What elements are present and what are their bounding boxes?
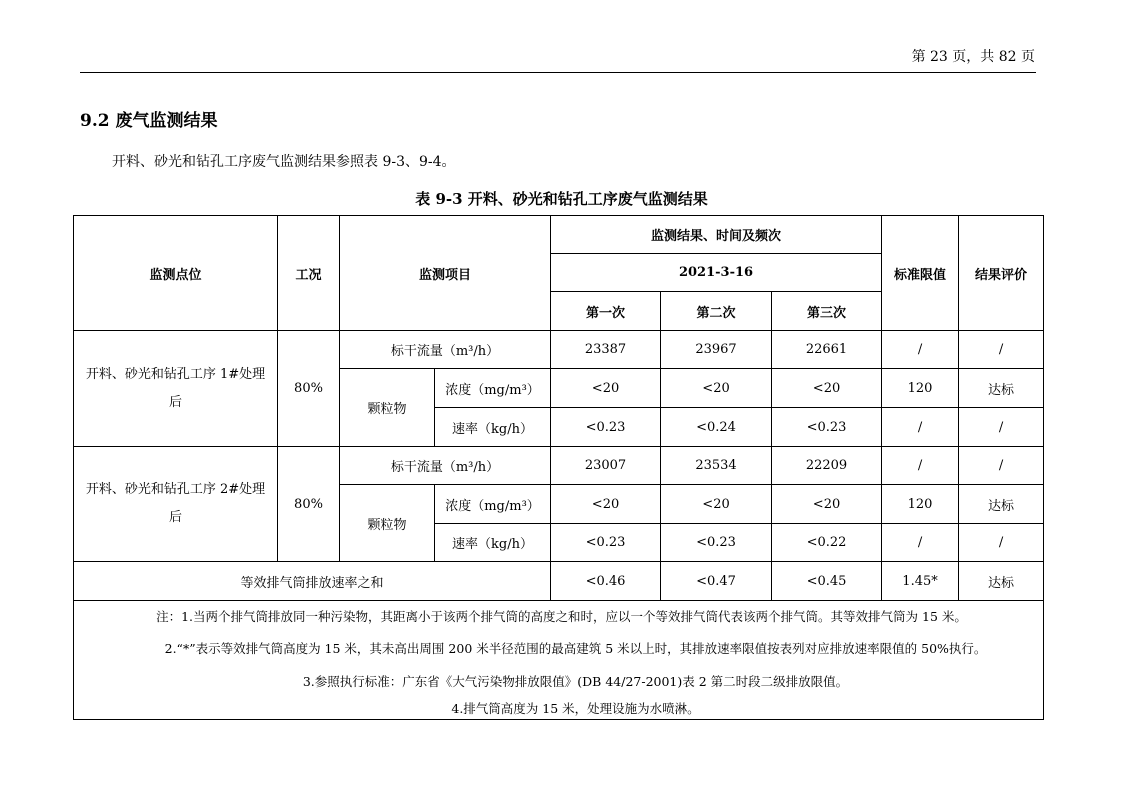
value-cell: <0.45 (772, 562, 882, 601)
limit-cell: / (882, 331, 959, 369)
value-cell: <20 (551, 485, 661, 524)
limit-cell: 1.45* (882, 562, 959, 601)
limit-cell: / (882, 408, 959, 447)
intro-paragraph: 开料、砂光和钻孔工序废气监测结果参照表 9-3、9-4。 (112, 154, 456, 170)
notes-row (74, 601, 1044, 720)
value-cell: <0.22 (772, 524, 882, 562)
pollutant-cell: 颗粒物 (340, 485, 435, 562)
evaluation-cell: / (959, 524, 1044, 562)
location-cell (74, 447, 278, 562)
header-condition: 工况 (278, 216, 340, 331)
section-title: 9.2 废气监测结果 (80, 111, 218, 131)
value-cell: <20 (772, 485, 882, 524)
rate-label: 速率（kg/h） (435, 524, 551, 562)
evaluation-cell: / (959, 331, 1044, 369)
table-caption: 表 9-3 开料、砂光和钻孔工序废气监测结果 (415, 190, 708, 208)
monitoring-results-table (73, 215, 1044, 720)
condition-cell: 80% (278, 447, 340, 562)
value-cell: <0.46 (551, 562, 661, 601)
value-cell: <20 (661, 369, 772, 408)
pollutant-cell: 颗粒物 (340, 369, 435, 447)
limit-cell: / (882, 447, 959, 485)
header-evaluation: 结果评价 (959, 216, 1044, 331)
header-third: 第三次 (772, 292, 882, 331)
table-row (74, 331, 1044, 369)
value-cell: 22209 (772, 447, 882, 485)
value-cell: <0.23 (551, 408, 661, 447)
header-results-group: 监测结果、时间及频次 (551, 216, 882, 254)
evaluation-cell: 达标 (959, 485, 1044, 524)
notes-cell (74, 601, 1044, 720)
value-cell: <0.47 (661, 562, 772, 601)
flow-label: 标干流量（m³/h） (340, 447, 551, 485)
value-cell: 23967 (661, 331, 772, 369)
evaluation-cell: 达标 (959, 369, 1044, 408)
value-cell: 23387 (551, 331, 661, 369)
evaluation-cell: / (959, 447, 1044, 485)
value-cell: 22661 (772, 331, 882, 369)
flow-label: 标干流量（m³/h） (340, 331, 551, 369)
value-cell: 23534 (661, 447, 772, 485)
value-cell: <20 (772, 369, 882, 408)
location-line1: 开料、砂光和钻孔工序 1#处理 (85, 366, 266, 382)
limit-cell: 120 (882, 485, 959, 524)
location-line1: 开料、砂光和钻孔工序 2#处理 (85, 482, 266, 497)
value-cell: 23007 (551, 447, 661, 485)
value-cell: <0.23 (772, 408, 882, 447)
concentration-label: 浓度（mg/m³） (435, 369, 551, 408)
location-line2: 后 (168, 394, 182, 410)
location-line2: 后 (168, 510, 182, 525)
value-cell: <0.23 (661, 524, 772, 562)
limit-cell: / (882, 524, 959, 562)
value-cell: <0.23 (551, 524, 661, 562)
note-1: 注：1.当两个排气筒排放同一种污染物，其距离小于该两个排气筒的高度之和时，应以一个等效排气筒代表该两个排气筒。其等效排气筒为 15 米。 (156, 609, 967, 624)
header-limit: 标准限值 (882, 216, 959, 331)
value-cell: <20 (551, 369, 661, 408)
note-3: 3.参照执行标准：广东省《大气污染物排放限值》(DB 44/27-2001)表 2 第二时段二级排放限值。 (302, 674, 849, 689)
header-date: 2021-3-16 (551, 254, 882, 292)
value-cell: <20 (661, 485, 772, 524)
location-cell (74, 331, 278, 447)
evaluation-cell: 达标 (959, 562, 1044, 601)
table-row (74, 447, 1044, 485)
header-second: 第二次 (661, 292, 772, 331)
header-item: 监测项目 (340, 216, 551, 331)
summary-row (74, 562, 1044, 601)
note-4: 4.排气筒高度为 15 米，处理设施为水喷淋。 (451, 701, 700, 716)
condition-cell: 80% (278, 331, 340, 447)
header-location: 监测点位 (74, 216, 278, 331)
concentration-label: 浓度（mg/m³） (435, 485, 551, 524)
value-cell: <0.24 (661, 408, 772, 447)
header-first: 第一次 (551, 292, 661, 331)
note-2: 2.“*”表示等效排气筒高度为 15 米，其未高出周围 200 米半径范围的最高建筑 5 米以上时，其排放速率限值按表列对应排放速率限值的 50%执行。 (164, 641, 987, 656)
rate-label: 速率（kg/h） (435, 408, 551, 447)
header-rule (80, 72, 1036, 73)
evaluation-cell: / (959, 408, 1044, 447)
summary-label: 等效排气筒排放速率之和 (74, 562, 551, 601)
limit-cell: 120 (882, 369, 959, 408)
page-header: 第 23 页，共 82 页 (911, 49, 1035, 65)
